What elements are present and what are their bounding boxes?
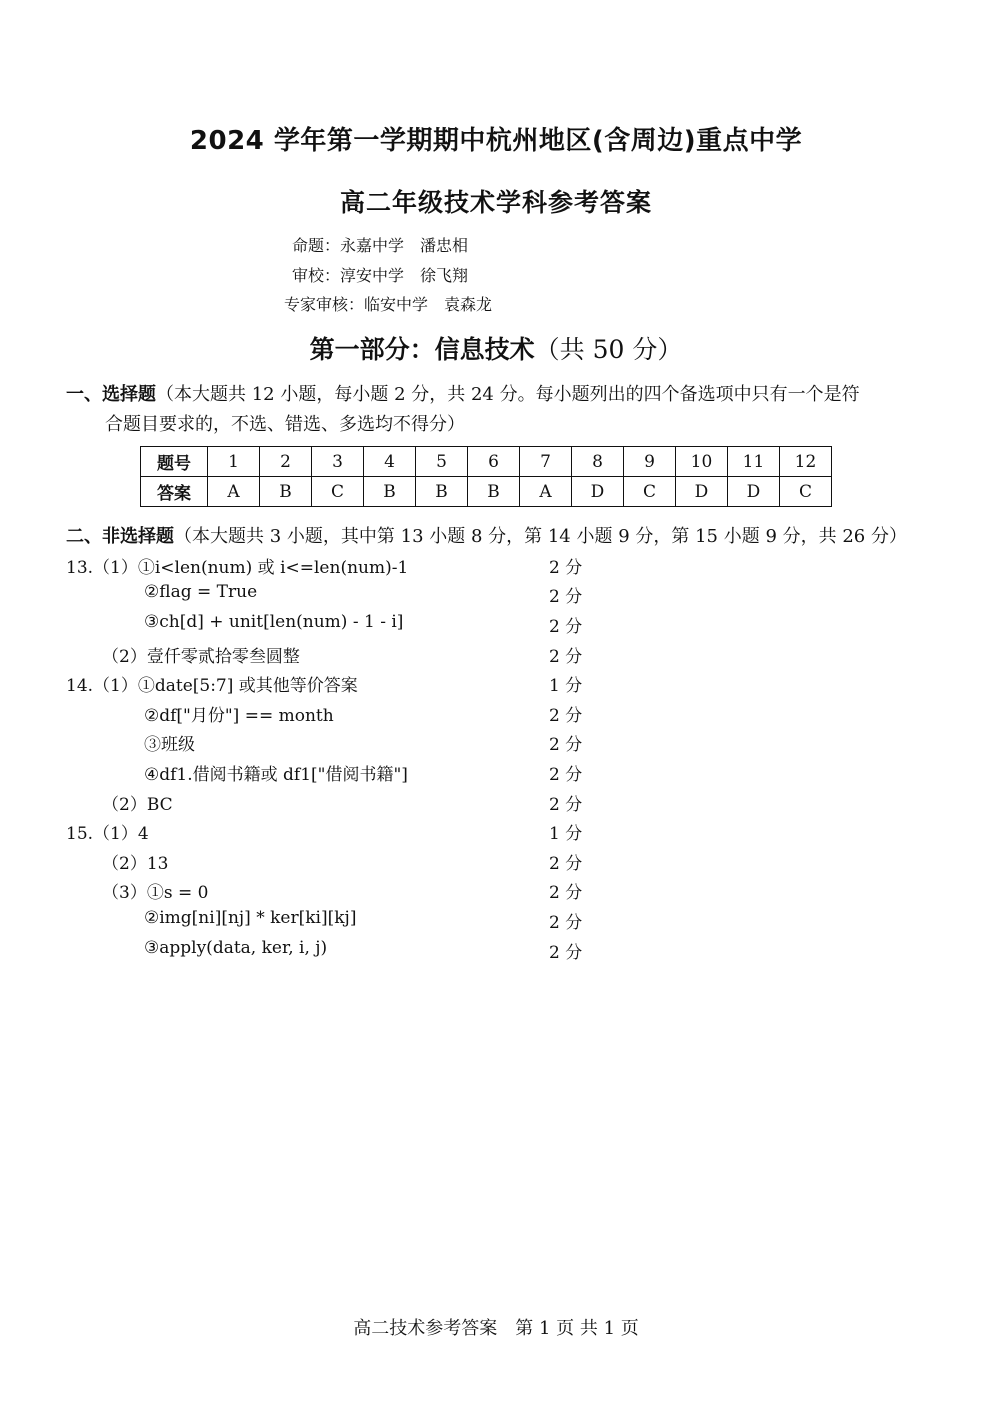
part-title	[0, 330, 992, 366]
answer-score: 2 分	[549, 558, 583, 578]
answer-score: 2 分	[549, 795, 583, 815]
author-label: 审校：淳安中学	[292, 266, 405, 285]
answer-line-15-3-2: ②img[ni][nj] * ker[ki][kj]	[144, 908, 357, 928]
answer-line-13-2: （2）壹仟零贰拾零叁圆整	[102, 647, 300, 667]
answer-score: 1 分	[549, 676, 583, 696]
section2-heading: 二、非选择题	[66, 526, 174, 547]
answer-score: 1 分	[549, 824, 583, 844]
answer-table-number-row	[141, 447, 832, 477]
answer-table-answer-row	[141, 477, 832, 507]
author-line-3	[284, 292, 492, 315]
answer-cell: B	[260, 477, 312, 507]
answer-cell: D	[572, 477, 624, 507]
number-cell: 2	[260, 447, 312, 477]
author-name: 徐飞翔	[420, 266, 469, 285]
number-cell: 7	[520, 447, 572, 477]
number-cell: 3	[312, 447, 364, 477]
answer-table	[140, 446, 832, 507]
author-line-1	[292, 233, 468, 256]
author-label: 命题：永嘉中学	[292, 236, 405, 255]
answer-cell: D	[676, 477, 728, 507]
answer-cell: C	[312, 477, 364, 507]
part-title-main: 第一部分：信息技术	[309, 335, 535, 364]
answer-cell: A	[520, 477, 572, 507]
section2-desc: （本大题共 3 小题，其中第 13 小题 8 分，第 14 小题 9 分，第 15 小题 9 分，共 26 分）	[174, 526, 907, 547]
answer-score: 2 分	[549, 617, 583, 637]
author-name: 潘忠相	[420, 236, 469, 255]
number-cell: 1	[208, 447, 260, 477]
answer-line-15-1: 15.（1）4	[66, 824, 149, 844]
answer-cell: A	[208, 477, 260, 507]
answer-cell: C	[624, 477, 676, 507]
answer-score: 2 分	[549, 587, 583, 607]
answer-score: 2 分	[549, 943, 583, 963]
number-cell: 10	[676, 447, 728, 477]
answer-score: 2 分	[549, 883, 583, 903]
number-cell: 11	[728, 447, 780, 477]
answer-score: 2 分	[549, 647, 583, 667]
number-cell: 9	[624, 447, 676, 477]
number-cell: 4	[364, 447, 416, 477]
answer-line-15-3-1: （3）①s = 0	[102, 883, 209, 903]
answer-line-14-1-1: 14.（1）①date[5:7] 或其他等价答案	[66, 676, 358, 696]
section1-desc-1: （本大题共 12 小题，每小题 2 分，共 24 分。每小题列出的四个备选项中只有一个是符	[156, 384, 860, 405]
answer-line-14-1-4: ④df1.借阅书籍或 df1["借阅书籍"]	[144, 765, 408, 785]
page-footer: 高二技术参考答案 第 1 页 共 1 页	[353, 1318, 639, 1339]
answer-score: 2 分	[549, 765, 583, 785]
section1-heading-line	[66, 380, 860, 406]
author-name: 袁森龙	[444, 295, 493, 314]
answer-score: 2 分	[549, 854, 583, 874]
answer-line-15-2: （2）13	[102, 854, 169, 874]
number-header-cell: 题号	[141, 447, 208, 477]
answer-cell: C	[780, 477, 832, 507]
section1-desc-line-2: 合题目要求的，不选、错选、多选均不得分）	[105, 414, 465, 435]
answer-line-14-1-3: ③班级	[144, 735, 195, 755]
answer-line-14-2: （2）BC	[102, 795, 173, 815]
section2-heading-line	[66, 522, 907, 548]
answer-score: 2 分	[549, 706, 583, 726]
answer-cell: D	[728, 477, 780, 507]
section1-heading: 一、选择题	[66, 384, 156, 405]
answer-cell: B	[416, 477, 468, 507]
author-label: 专家审核：临安中学	[284, 295, 429, 314]
document-title: 2024 学年第一学期期中杭州地区(含周边)重点中学	[189, 126, 803, 156]
answer-cell: B	[364, 477, 416, 507]
answer-line-13-1-3: ③ch[d] + unit[len(num) - 1 - i]	[144, 612, 404, 632]
answer-header-cell: 答案	[141, 477, 208, 507]
answer-line-13-1-2: ②flag = True	[144, 582, 258, 602]
answer-line-15-3-3: ③apply(data, ker, i, j)	[144, 938, 328, 958]
answer-cell: B	[468, 477, 520, 507]
answer-line-13-1-1: 13.（1）①i<len(num) 或 i<=len(num)-1	[66, 558, 409, 578]
author-line-2	[292, 263, 468, 286]
number-cell: 8	[572, 447, 624, 477]
part-title-score: （共 50 分）	[534, 335, 683, 364]
document-subtitle: 高二年级技术学科参考答案	[339, 188, 652, 217]
answer-line-14-1-2: ②df["月份"] == month	[144, 706, 334, 726]
number-cell: 12	[780, 447, 832, 477]
answer-score: 2 分	[549, 913, 583, 933]
answer-score: 2 分	[549, 735, 583, 755]
number-cell: 5	[416, 447, 468, 477]
number-cell: 6	[468, 447, 520, 477]
